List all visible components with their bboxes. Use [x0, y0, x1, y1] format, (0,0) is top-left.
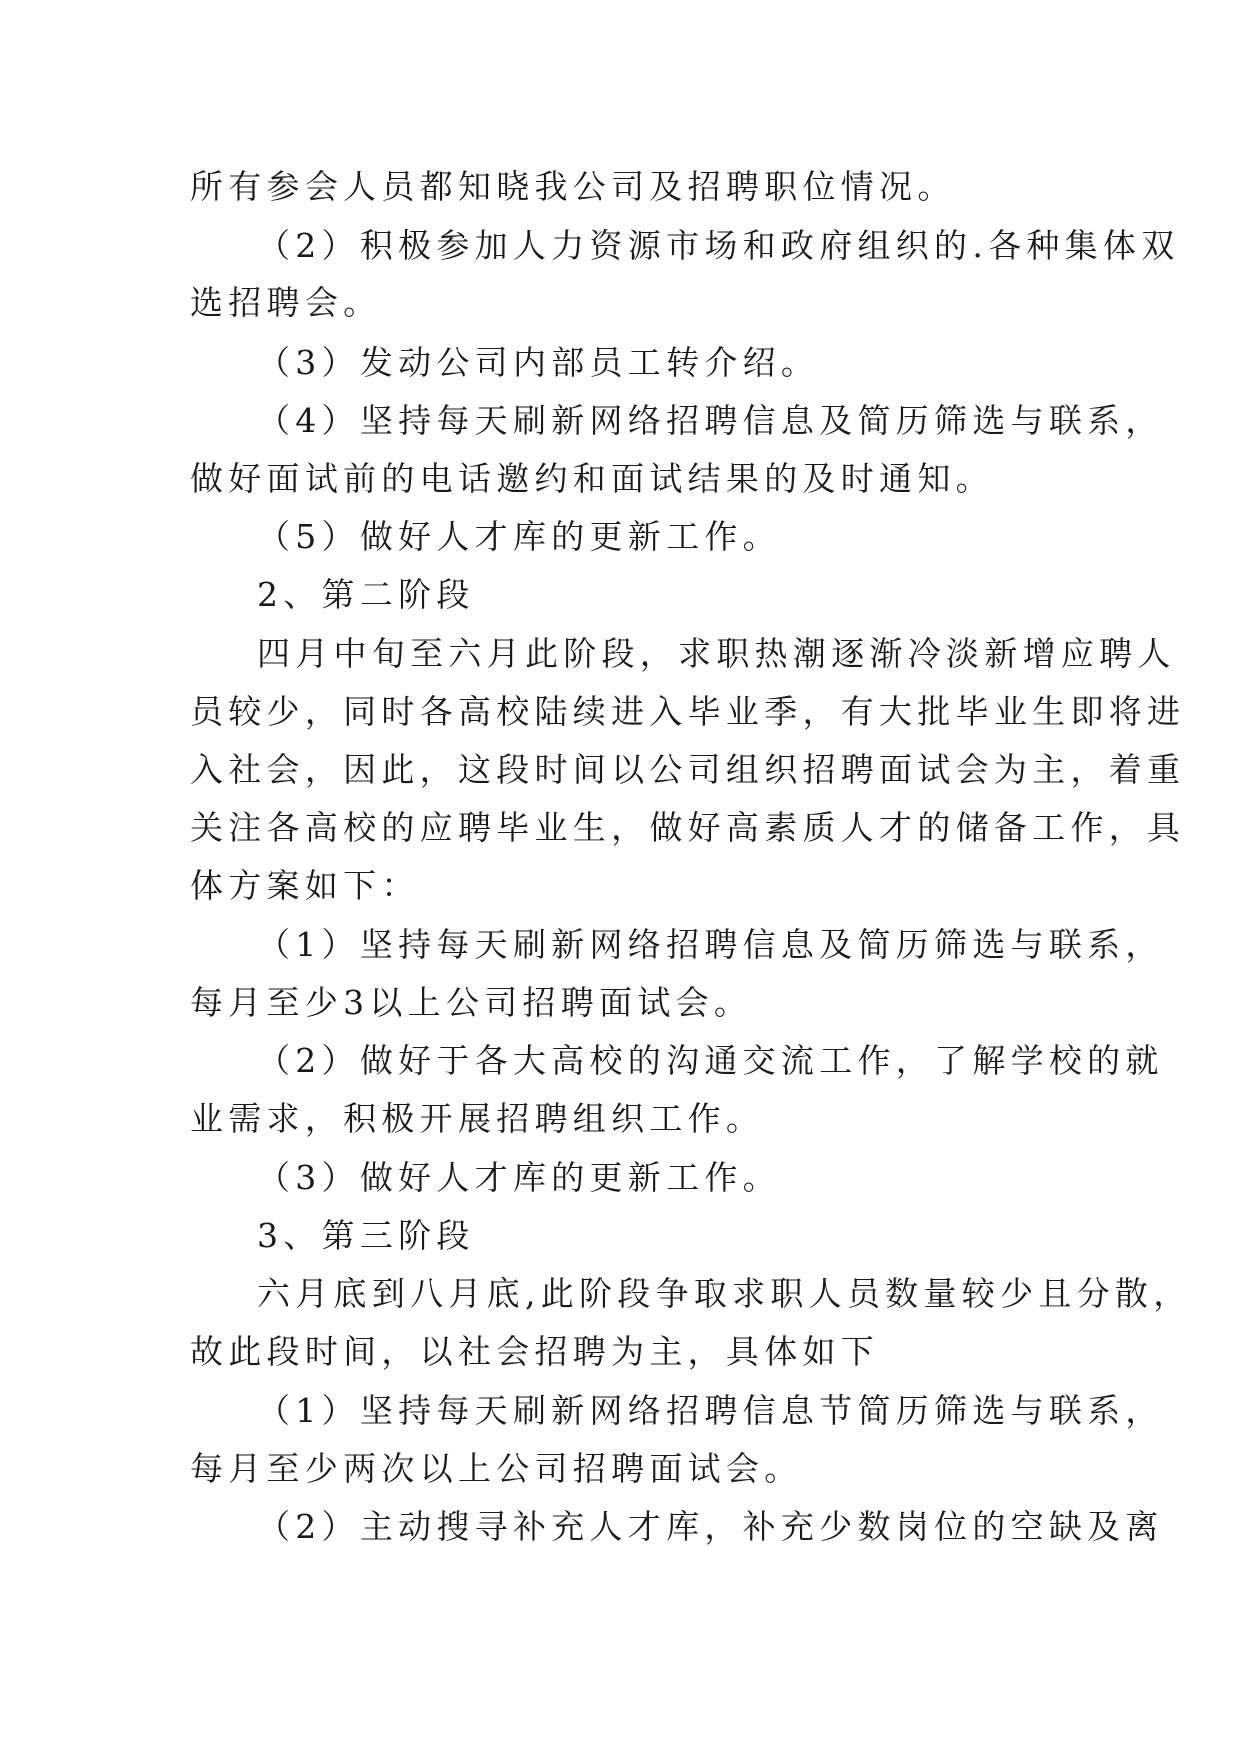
text-line: 体方案如下：	[190, 866, 420, 905]
text-line: 故此段时间，以社会招聘为主，具体如下	[190, 1332, 880, 1371]
text-line: 所有参会人员都知晓我公司及招聘职位情况。	[190, 167, 956, 206]
text-line: （2）做好于各大高校的沟通交流工作，了解学校的就	[257, 1041, 1164, 1080]
text-line: 四月中旬至六月此阶段，求职热潮逐渐冷淡新增应聘人	[257, 634, 1176, 673]
text-line: （1）坚持每天刷新网络招聘信息节简历筛选与联系，	[257, 1391, 1164, 1430]
text-line: 每月至少3以上公司招聘面试会。	[190, 983, 753, 1022]
text-line: （1）坚持每天刷新网络招聘信息及简历筛选与联系，	[257, 925, 1164, 964]
text-line: （2）主动搜寻补充人才库，补充少数岗位的空缺及离	[257, 1507, 1164, 1546]
text-line: 每月至少两次以上公司招聘面试会。	[190, 1449, 803, 1488]
text-line: 员较少，同时各高校陆续进入毕业季，有大批毕业生即将进	[190, 692, 1186, 731]
text-line: 关注各高校的应聘毕业生，做好高素质人才的储备工作，具	[190, 808, 1186, 847]
text-line: 入社会，因此，这段时间以公司组织招聘面试会为主，着重	[190, 750, 1186, 789]
text-line: 六月底到八月底,此阶段争取求职人员数量较少且分散，	[257, 1274, 1192, 1313]
text-line: （3）发动公司内部员工转介绍。	[257, 343, 820, 382]
text-line: （2）积极参加人力资源市场和政府组织的.各种集体双	[257, 226, 1180, 265]
text-line: 做好面试前的电话邀约和面试结果的及时通知。	[190, 459, 994, 498]
text-line: （5）做好人才库的更新工作。	[257, 517, 781, 556]
text-line: （3）做好人才库的更新工作。	[257, 1158, 781, 1197]
text-line: 业需求，积极开展招聘组织工作。	[190, 1099, 765, 1138]
text-line: （4）坚持每天刷新网络招聘信息及简历筛选与联系，	[257, 401, 1164, 440]
text-line: 选招聘会。	[190, 283, 382, 322]
section-heading: 3、第三阶段	[257, 1216, 475, 1255]
section-heading: 2、第二阶段	[257, 575, 475, 614]
